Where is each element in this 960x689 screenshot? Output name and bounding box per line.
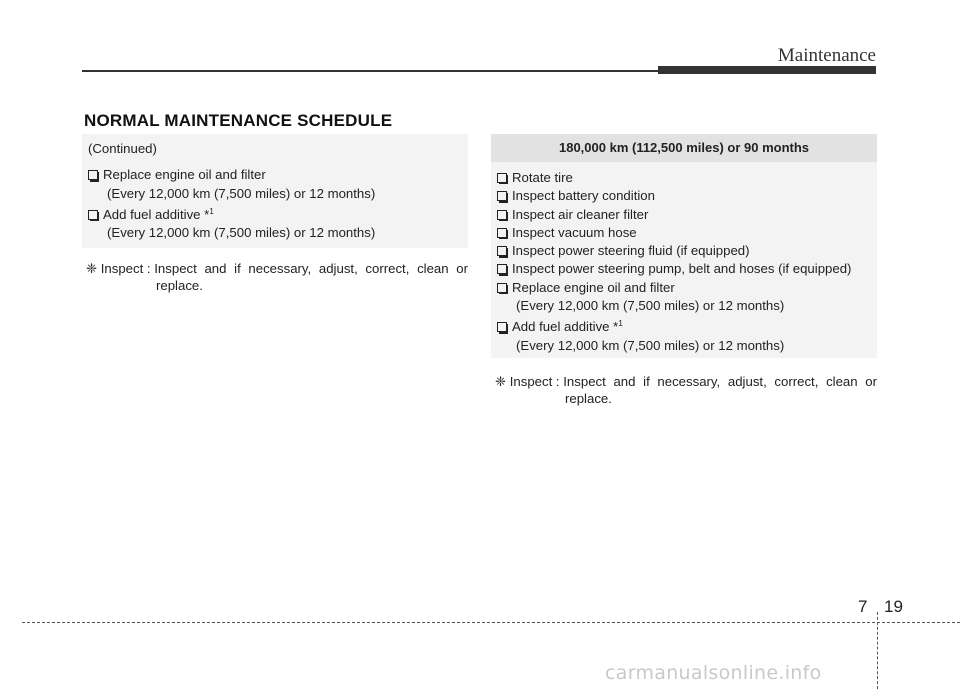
item-detail: (Every 12,000 km (7,500 miles) or 12 months) — [107, 185, 376, 201]
continued-label: (Continued) — [88, 141, 157, 156]
list-item: Inspect vacuum hose — [497, 224, 877, 242]
checkbox-icon — [497, 210, 507, 220]
footer-rule — [22, 622, 960, 623]
list-item: Inspect power steering pump, belt and hoses (if equipped) — [497, 260, 877, 278]
checkbox-icon — [497, 228, 507, 238]
item-detail: (Every 12,000 km (7,500 miles) or 12 months) — [516, 298, 785, 314]
footer-divider — [877, 612, 878, 689]
list-item: Add fuel additive *$^1$ — [88, 203, 468, 224]
interval-heading: 180,000 km (112,500 miles) or 90 months — [491, 134, 877, 162]
header-bar — [658, 66, 876, 74]
note-symbol: ❈ — [86, 261, 98, 276]
inspect-note-right — [495, 373, 877, 407]
header-rule — [82, 70, 658, 72]
list-item: Rotate tire — [497, 169, 877, 187]
page-number: 19 — [884, 597, 903, 616]
list-item: Inspect power steering fluid (if equipped) — [497, 242, 877, 260]
checkbox-icon — [497, 264, 507, 274]
checkbox-icon — [497, 322, 507, 332]
section-title: NORMAL MAINTENANCE SCHEDULE — [84, 111, 393, 130]
item-detail: (Every 12,000 km (7,500 miles) or 12 months) — [516, 337, 785, 353]
list-item: Add fuel additive *$^1$ — [497, 315, 877, 336]
note-prefix: Inspect : — [509, 374, 560, 389]
item-detail: (Every 12,000 km (7,500 miles) or 12 months) — [107, 225, 376, 241]
right-schedule-box — [491, 162, 877, 358]
checkbox-icon — [497, 246, 507, 256]
list-item: Inspect air cleaner filter — [497, 206, 877, 224]
checkbox-icon — [497, 283, 507, 293]
checkbox-icon — [497, 173, 507, 183]
note-text: Inspect and if necessary, adjust, correct, clean or — [154, 261, 468, 276]
left-schedule-box — [82, 134, 468, 248]
list-item: Replace engine oil and filter — [497, 279, 877, 297]
inspect-note-left — [86, 260, 468, 294]
list-item: Replace engine oil and filter — [88, 166, 468, 184]
note-prefix: Inspect : — [100, 261, 151, 276]
note-text: Inspect and if necessary, adjust, correct, clean or — [563, 374, 877, 389]
header-title: Maintenance — [777, 45, 876, 66]
note-text-cont: replace. — [156, 278, 203, 293]
checkbox-icon — [497, 191, 507, 201]
watermark: carmanualsonline.info — [605, 662, 822, 684]
list-item: Inspect battery condition — [497, 187, 877, 205]
chapter-number: 7 — [858, 597, 868, 616]
note-text-cont: replace. — [565, 391, 612, 406]
checkbox-icon — [88, 170, 98, 180]
checkbox-icon — [88, 210, 98, 220]
note-symbol: ❈ — [495, 374, 507, 389]
